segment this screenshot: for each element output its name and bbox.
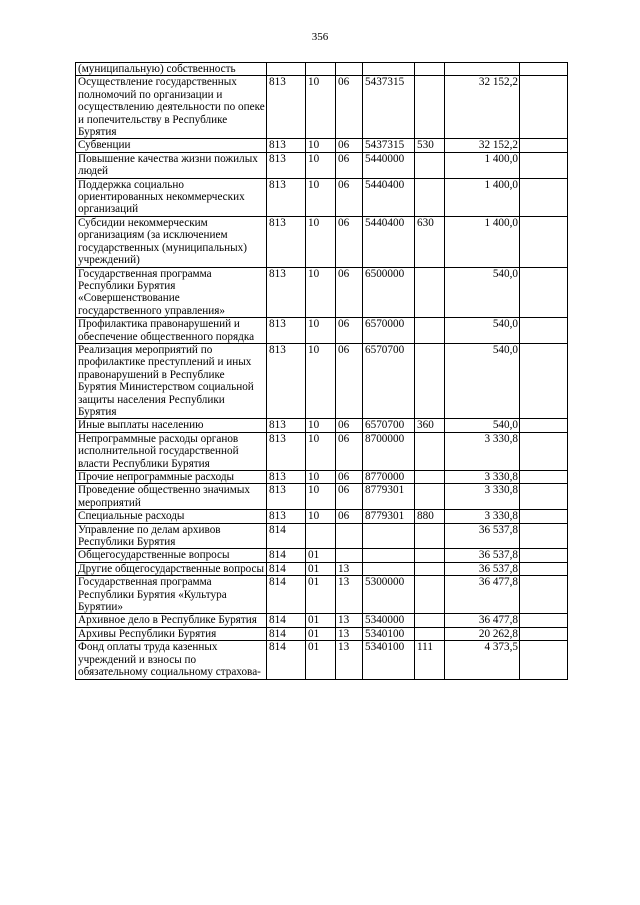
table-row bbox=[76, 641, 568, 679]
table-row bbox=[76, 471, 568, 484]
cell-sum: 540,0 bbox=[445, 343, 520, 418]
cell-pr: 06 bbox=[336, 152, 363, 178]
cell-csr: 5437315 bbox=[363, 76, 415, 139]
cell-name: Специальные расходы bbox=[76, 510, 267, 523]
cell-vr bbox=[415, 343, 445, 418]
cell-csr: 8779301 bbox=[363, 484, 415, 510]
cell-blank bbox=[520, 216, 568, 267]
cell-name: Субвенции bbox=[76, 139, 267, 152]
cell-sum: 36 537,8 bbox=[445, 562, 520, 575]
cell-vr bbox=[415, 267, 445, 318]
cell-rz: 01 bbox=[306, 549, 336, 562]
cell-ved: 813 bbox=[267, 318, 306, 344]
cell-rz: 10 bbox=[306, 432, 336, 470]
cell-name: Субсидии некоммерческим организациям (за исключением государственных (муниципальных) учреждений) bbox=[76, 216, 267, 267]
cell-vr: 880 bbox=[415, 510, 445, 523]
cell-pr bbox=[336, 63, 363, 76]
cell-vr bbox=[415, 562, 445, 575]
cell-pr: 06 bbox=[336, 471, 363, 484]
cell-ved: 813 bbox=[267, 419, 306, 432]
cell-pr: 06 bbox=[336, 76, 363, 139]
cell-pr: 13 bbox=[336, 627, 363, 640]
cell-pr bbox=[336, 549, 363, 562]
cell-vr bbox=[415, 576, 445, 614]
cell-name: Реализация мероприятий по профилактике преступлений и иных правонарушений в Республике Бурятия Министерством социальной защиты населения Республики Бурятия bbox=[76, 343, 267, 418]
cell-blank bbox=[520, 267, 568, 318]
cell-blank bbox=[520, 432, 568, 470]
cell-ved: 814 bbox=[267, 562, 306, 575]
cell-ved: 814 bbox=[267, 614, 306, 627]
cell-rz: 01 bbox=[306, 562, 336, 575]
cell-ved: 813 bbox=[267, 178, 306, 216]
cell-csr bbox=[363, 549, 415, 562]
cell-sum: 32 152,2 bbox=[445, 76, 520, 139]
cell-blank bbox=[520, 471, 568, 484]
cell-name: Фонд оплаты труда казенных учреждений и взносы по обязательному социальному страхова- bbox=[76, 641, 267, 679]
cell-ved: 814 bbox=[267, 627, 306, 640]
cell-ved: 814 bbox=[267, 523, 306, 549]
table-row bbox=[76, 549, 568, 562]
cell-sum: 1 400,0 bbox=[445, 178, 520, 216]
cell-vr bbox=[415, 76, 445, 139]
table-row bbox=[76, 139, 568, 152]
cell-ved: 813 bbox=[267, 139, 306, 152]
table-row bbox=[76, 76, 568, 139]
cell-blank bbox=[520, 614, 568, 627]
table-row bbox=[76, 343, 568, 418]
cell-name: Проведение общественно значимых мероприятий bbox=[76, 484, 267, 510]
cell-ved: 813 bbox=[267, 267, 306, 318]
cell-vr bbox=[415, 614, 445, 627]
cell-name: (муниципальную) собственность bbox=[76, 63, 267, 76]
cell-blank bbox=[520, 178, 568, 216]
cell-rz: 10 bbox=[306, 510, 336, 523]
cell-pr: 06 bbox=[336, 419, 363, 432]
cell-pr: 06 bbox=[336, 139, 363, 152]
cell-pr: 06 bbox=[336, 318, 363, 344]
cell-vr bbox=[415, 178, 445, 216]
cell-blank bbox=[520, 63, 568, 76]
cell-ved: 813 bbox=[267, 216, 306, 267]
cell-sum: 36 477,8 bbox=[445, 576, 520, 614]
cell-name: Прочие непрограммные расходы bbox=[76, 471, 267, 484]
cell-ved: 813 bbox=[267, 76, 306, 139]
cell-pr: 13 bbox=[336, 576, 363, 614]
cell-blank bbox=[520, 523, 568, 549]
cell-ved: 813 bbox=[267, 471, 306, 484]
page-number: 356 bbox=[311, 31, 329, 43]
cell-pr: 06 bbox=[336, 510, 363, 523]
cell-csr: 5440000 bbox=[363, 152, 415, 178]
cell-rz: 10 bbox=[306, 484, 336, 510]
cell-name: Иные выплаты населению bbox=[76, 419, 267, 432]
cell-ved: 813 bbox=[267, 432, 306, 470]
table-row bbox=[76, 318, 568, 344]
cell-pr: 13 bbox=[336, 614, 363, 627]
table-row bbox=[76, 627, 568, 640]
cell-name: Управление по делам архивов Республики Бурятия bbox=[76, 523, 267, 549]
cell-vr bbox=[415, 484, 445, 510]
cell-name: Осуществление государственных полномочий по организации и осуществлению деятельности по опеке и попечительству в Республике Бурятия bbox=[76, 76, 267, 139]
cell-vr: 530 bbox=[415, 139, 445, 152]
table-row bbox=[76, 419, 568, 432]
cell-csr: 6570700 bbox=[363, 343, 415, 418]
cell-pr: 06 bbox=[336, 178, 363, 216]
cell-rz: 10 bbox=[306, 178, 336, 216]
cell-rz: 10 bbox=[306, 471, 336, 484]
cell-vr: 111 bbox=[415, 641, 445, 679]
cell-sum bbox=[445, 63, 520, 76]
cell-csr: 5340000 bbox=[363, 614, 415, 627]
cell-blank bbox=[520, 627, 568, 640]
cell-csr: 5440400 bbox=[363, 178, 415, 216]
cell-vr bbox=[415, 471, 445, 484]
cell-name: Архивное дело в Республике Бурятия bbox=[76, 614, 267, 627]
cell-sum: 3 330,8 bbox=[445, 432, 520, 470]
cell-ved bbox=[267, 63, 306, 76]
cell-csr bbox=[363, 562, 415, 575]
cell-pr: 13 bbox=[336, 641, 363, 679]
cell-csr: 5437315 bbox=[363, 139, 415, 152]
cell-rz: 10 bbox=[306, 267, 336, 318]
cell-sum: 20 262,8 bbox=[445, 627, 520, 640]
cell-sum: 36 477,8 bbox=[445, 614, 520, 627]
cell-sum: 4 373,5 bbox=[445, 641, 520, 679]
cell-blank bbox=[520, 641, 568, 679]
cell-csr: 5300000 bbox=[363, 576, 415, 614]
table-row bbox=[76, 510, 568, 523]
cell-rz: 10 bbox=[306, 343, 336, 418]
cell-csr bbox=[363, 63, 415, 76]
cell-blank bbox=[520, 76, 568, 139]
cell-rz: 01 bbox=[306, 614, 336, 627]
cell-pr: 06 bbox=[336, 484, 363, 510]
table-row bbox=[76, 576, 568, 614]
cell-rz: 01 bbox=[306, 576, 336, 614]
cell-ved: 814 bbox=[267, 576, 306, 614]
cell-csr: 8779301 bbox=[363, 510, 415, 523]
cell-blank bbox=[520, 484, 568, 510]
cell-vr bbox=[415, 549, 445, 562]
cell-pr: 06 bbox=[336, 216, 363, 267]
cell-pr: 06 bbox=[336, 343, 363, 418]
cell-pr: 06 bbox=[336, 267, 363, 318]
cell-rz: 01 bbox=[306, 627, 336, 640]
cell-name: Архивы Республики Бурятия bbox=[76, 627, 267, 640]
budget-table bbox=[75, 62, 568, 680]
cell-sum: 3 330,8 bbox=[445, 484, 520, 510]
table-row bbox=[76, 432, 568, 470]
cell-vr bbox=[415, 523, 445, 549]
table-row bbox=[76, 152, 568, 178]
cell-blank bbox=[520, 576, 568, 614]
cell-sum: 3 330,8 bbox=[445, 471, 520, 484]
cell-name: Государственная программа Республики Бурятия «Культура Бурятии» bbox=[76, 576, 267, 614]
cell-csr: 5340100 bbox=[363, 627, 415, 640]
cell-sum: 1 400,0 bbox=[445, 216, 520, 267]
cell-ved: 813 bbox=[267, 343, 306, 418]
cell-sum: 540,0 bbox=[445, 419, 520, 432]
cell-sum: 32 152,2 bbox=[445, 139, 520, 152]
table-row bbox=[76, 484, 568, 510]
cell-sum: 36 537,8 bbox=[445, 549, 520, 562]
cell-sum: 36 537,8 bbox=[445, 523, 520, 549]
cell-blank bbox=[520, 139, 568, 152]
cell-rz: 10 bbox=[306, 152, 336, 178]
cell-blank bbox=[520, 343, 568, 418]
cell-blank bbox=[520, 549, 568, 562]
table-row bbox=[76, 216, 568, 267]
cell-csr: 5340100 bbox=[363, 641, 415, 679]
cell-blank bbox=[520, 152, 568, 178]
cell-rz: 10 bbox=[306, 318, 336, 344]
cell-rz bbox=[306, 63, 336, 76]
table-row bbox=[76, 178, 568, 216]
cell-blank bbox=[520, 419, 568, 432]
cell-rz: 10 bbox=[306, 76, 336, 139]
table-row bbox=[76, 614, 568, 627]
cell-name: Непрограммные расходы органов исполнительной государственной власти Республики Бурятия bbox=[76, 432, 267, 470]
cell-csr bbox=[363, 523, 415, 549]
table-row bbox=[76, 267, 568, 318]
cell-csr: 8770000 bbox=[363, 471, 415, 484]
cell-vr: 630 bbox=[415, 216, 445, 267]
cell-rz: 10 bbox=[306, 216, 336, 267]
cell-vr bbox=[415, 63, 445, 76]
cell-blank bbox=[520, 510, 568, 523]
table-row bbox=[76, 523, 568, 549]
cell-rz: 10 bbox=[306, 419, 336, 432]
table-row bbox=[76, 63, 568, 76]
budget-table-body bbox=[76, 63, 568, 680]
cell-csr: 5440400 bbox=[363, 216, 415, 267]
cell-name: Повышение качества жизни пожилых людей bbox=[76, 152, 267, 178]
cell-rz: 01 bbox=[306, 641, 336, 679]
cell-vr bbox=[415, 627, 445, 640]
cell-rz: 10 bbox=[306, 139, 336, 152]
cell-vr bbox=[415, 318, 445, 344]
cell-ved: 813 bbox=[267, 152, 306, 178]
cell-name: Другие общегосударственные вопросы bbox=[76, 562, 267, 575]
cell-vr bbox=[415, 432, 445, 470]
cell-sum: 540,0 bbox=[445, 267, 520, 318]
cell-sum: 3 330,8 bbox=[445, 510, 520, 523]
cell-ved: 813 bbox=[267, 510, 306, 523]
cell-ved: 814 bbox=[267, 549, 306, 562]
cell-blank bbox=[520, 318, 568, 344]
table-row bbox=[76, 562, 568, 575]
cell-sum: 1 400,0 bbox=[445, 152, 520, 178]
cell-name: Государственная программа Республики Бурятия «Совершенствование государственного управления» bbox=[76, 267, 267, 318]
cell-pr: 06 bbox=[336, 432, 363, 470]
cell-vr bbox=[415, 152, 445, 178]
cell-csr: 6570000 bbox=[363, 318, 415, 344]
cell-sum: 540,0 bbox=[445, 318, 520, 344]
cell-csr: 6570700 bbox=[363, 419, 415, 432]
cell-pr: 13 bbox=[336, 562, 363, 575]
cell-blank bbox=[520, 562, 568, 575]
cell-csr: 8700000 bbox=[363, 432, 415, 470]
cell-pr bbox=[336, 523, 363, 549]
cell-name: Профилактика правонарушений и обеспечение общественного порядка bbox=[76, 318, 267, 344]
cell-ved: 814 bbox=[267, 641, 306, 679]
cell-name: Общегосударственные вопросы bbox=[76, 549, 267, 562]
cell-name: Поддержка социально ориентированных некоммерческих организаций bbox=[76, 178, 267, 216]
cell-vr: 360 bbox=[415, 419, 445, 432]
cell-rz bbox=[306, 523, 336, 549]
cell-ved: 813 bbox=[267, 484, 306, 510]
cell-csr: 6500000 bbox=[363, 267, 415, 318]
